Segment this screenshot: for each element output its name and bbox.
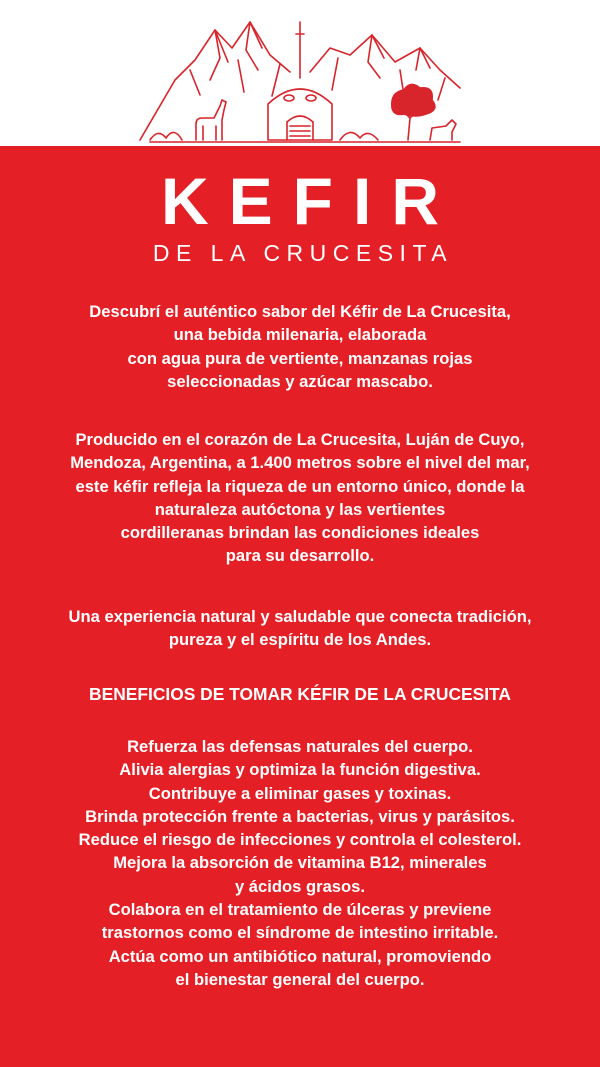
text-line: Alivia alergias y optimiza la función digestiva. (119, 760, 481, 780)
text-line: el bienestar general del cuerpo. (175, 969, 425, 989)
benefit-item (30, 828, 570, 851)
text-line: para su desarrollo. (225, 546, 375, 566)
text-line: Actúa como un antibiótico natural, promoviendo (108, 946, 492, 966)
benefits-heading: BENEFICIOS DE TOMAR KÉFIR DE LA CRUCESITA (89, 684, 511, 704)
text-line: este kéfir refleja la riqueza de un entorno único, donde la (75, 476, 525, 496)
text-line: naturaleza autóctona y las vertientes (154, 499, 446, 519)
benefit-item (30, 782, 570, 805)
benefit-item (30, 898, 570, 945)
benefit-item (30, 851, 570, 898)
text-line: cordilleranas brindan las condiciones ideales (120, 523, 480, 543)
text-line: Mendoza, Argentina, a 1.400 metros sobre el nivel del mar, (70, 453, 530, 473)
andes-mountains-illustration-icon (0, 0, 600, 150)
text-line: Reduce el riesgo de infecciones y controla el colesterol. (78, 830, 522, 850)
text-line: con agua pura de vertiente, manzanas rojas (127, 348, 473, 368)
text-line: Mejora la absorción de vitamina B12, minerales (113, 853, 487, 873)
text-line: Producido en el corazón de La Crucesita, Luján de Cuyo, (75, 430, 525, 449)
text-line: Brinda protección frente a bacterias, virus y parásitos. (85, 806, 515, 826)
benefits-list (30, 735, 570, 991)
benefit-item (30, 945, 570, 992)
text-line: Descubrí el auténtico sabor del Kéfir de La Crucesita, (89, 302, 511, 321)
text-line: Contribuye a eliminar gases y toxinas. (148, 783, 452, 803)
experience-paragraph (30, 605, 570, 652)
text-line: pureza y el espíritu de los Andes. (168, 630, 432, 650)
text-line: trastornos como el síndrome de intestino irritable. (101, 923, 499, 943)
benefit-item (30, 735, 570, 758)
text-line: Refuerza las defensas naturales del cuerpo. (127, 737, 473, 756)
intro-paragraph (30, 300, 570, 393)
text-line: Una experiencia natural y saludable que conecta tradición, (68, 607, 532, 626)
text-line: y ácidos grasos. (234, 876, 366, 896)
brand-title: KEFIR (161, 164, 459, 238)
brand-logo (0, 165, 600, 267)
brand-subtitle: DE LA CRUCESITA (152, 240, 454, 266)
benefit-item (30, 758, 570, 781)
text-line: una bebida milenaria, elaborada (173, 325, 427, 345)
origin-paragraph (30, 428, 570, 568)
text-line: seleccionadas y azúcar mascabo. (167, 371, 433, 391)
text-line: Colabora en el tratamiento de úlceras y previene (108, 900, 492, 920)
benefit-item (30, 805, 570, 828)
